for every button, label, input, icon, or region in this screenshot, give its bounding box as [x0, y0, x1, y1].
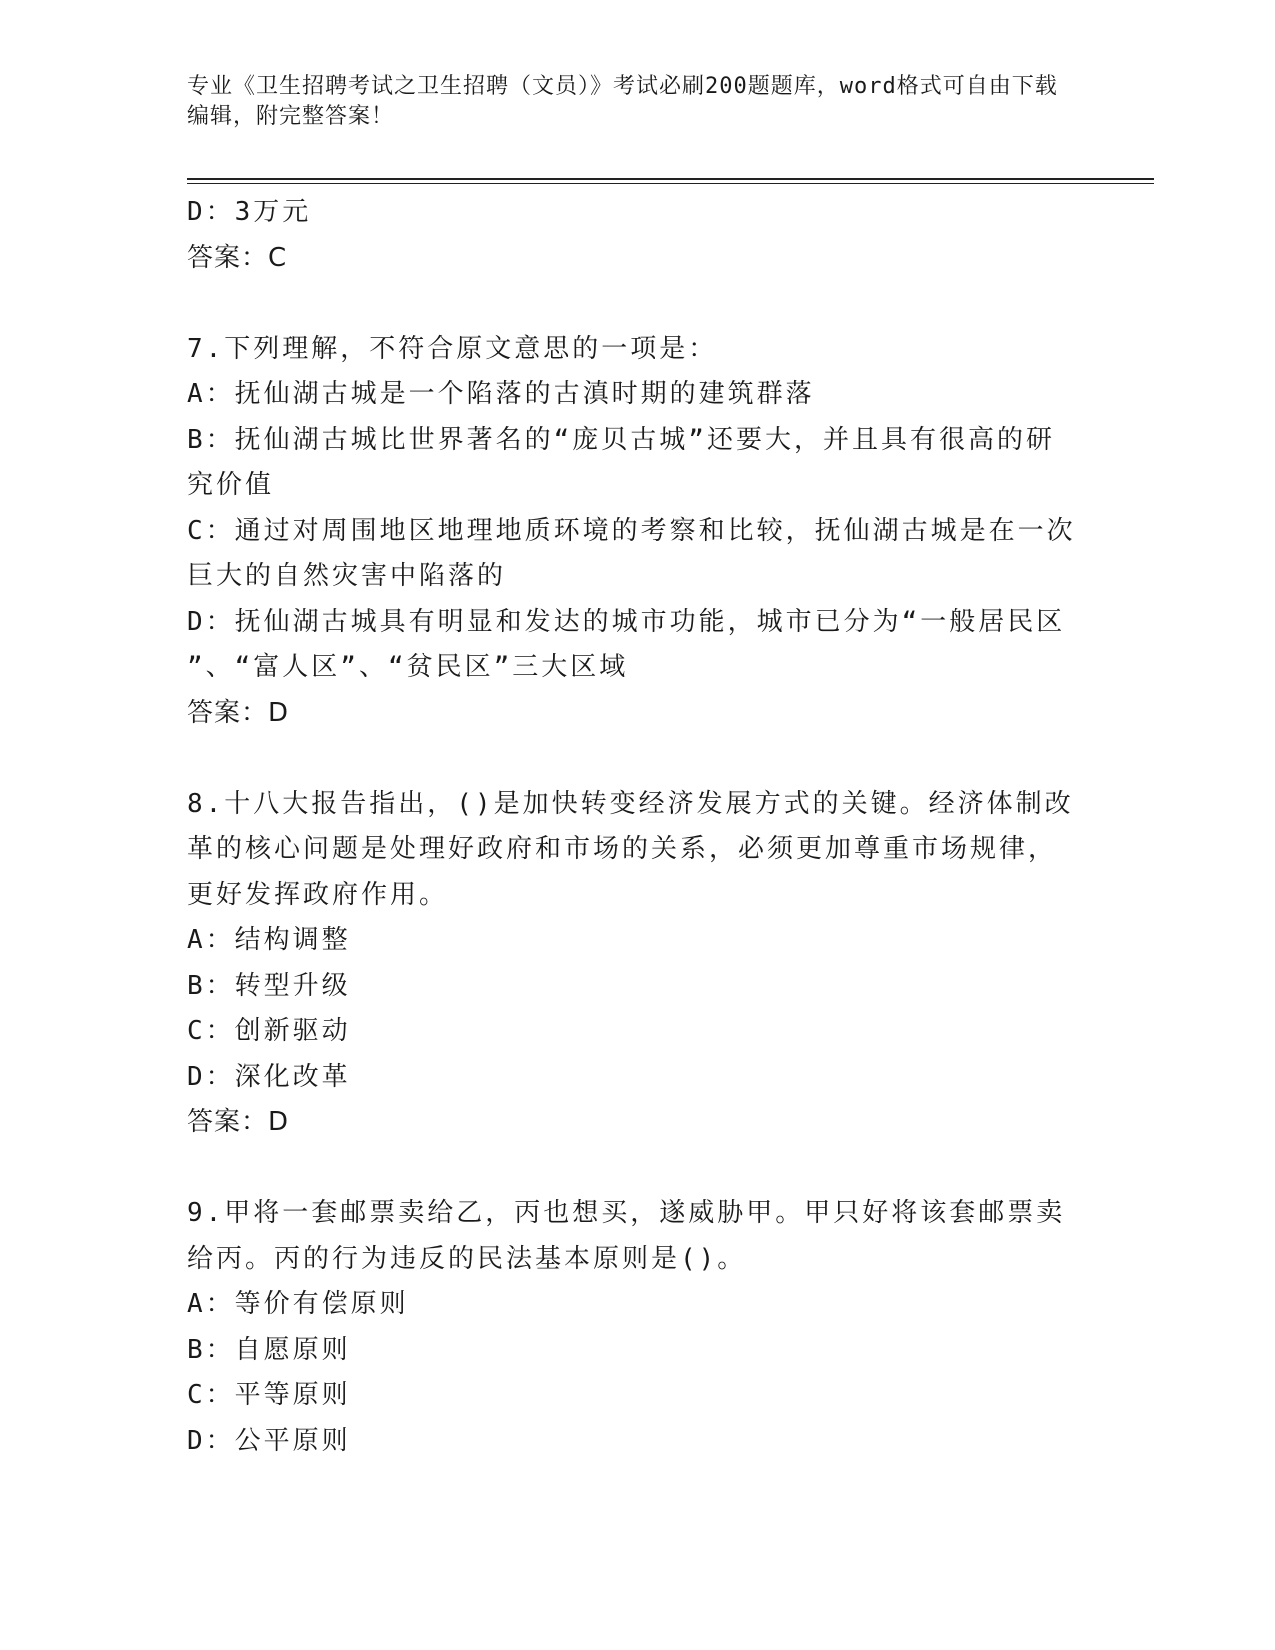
q7-option-c-line2: 巨大的自然灾害中陷落的 — [187, 561, 507, 591]
spacer — [187, 281, 1087, 327]
q8-option-d: D：深化改革 — [187, 1061, 351, 1092]
header-divider — [187, 178, 1154, 184]
q8-stem-line2: 革的核心问题是处理好政府和市场的关系，必须更加尊重市场规律， — [187, 834, 1058, 864]
q9-stem-line1: 9.甲将一套邮票卖给乙，丙也想买，遂威胁甲。甲只好将该套邮票卖 — [187, 1198, 1066, 1228]
q8-answer: 答案：D — [187, 1107, 290, 1137]
q8-option-b: B：转型升级 — [187, 970, 351, 1001]
q8-stem-line3: 更好发挥政府作用。 — [187, 879, 449, 910]
q6-option-d: D：3万元 — [187, 197, 312, 227]
q7-option-b-line1: B：抚仙湖古城比世界著名的“庞贝古城”还要大，并且具有很高的研 — [187, 424, 1055, 455]
question-8 — [187, 782, 1087, 1146]
question-9 — [187, 1191, 1087, 1464]
q7-answer: 答案：D — [187, 697, 290, 728]
q7-option-a: A：抚仙湖古城是一个陷落的古滇时期的建筑群落 — [187, 379, 815, 409]
q8-option-a: A：结构调整 — [187, 925, 351, 955]
q9-option-d: D：公平原则 — [187, 1425, 351, 1456]
spacer — [187, 736, 1087, 782]
q9-option-a: A：等价有偿原则 — [187, 1289, 409, 1319]
header-text: 专业《卫生招聘考试之卫生招聘（文员）》考试必刷200题题库，word格式可自由下载编辑，附完整答案！ — [187, 74, 1058, 129]
q7-option-d-line1: D：抚仙湖古城具有明显和发达的城市功能，城市已分为“一般居民区 — [187, 606, 1066, 637]
q7-option-d-line2: ”、“富人区”、“贫民区”三大区域 — [187, 652, 629, 682]
q9-stem-line2: 给丙。丙的行为违反的民法基本原则是()。 — [187, 1243, 747, 1274]
question-6-tail — [187, 190, 1087, 281]
q7-option-c-line1: C：通过对周围地区地理地质环境的考察和比较，抚仙湖古城是在一次 — [187, 515, 1076, 546]
question-7 — [187, 327, 1087, 737]
spacer — [187, 1146, 1087, 1192]
q8-option-c: C：创新驱动 — [187, 1016, 351, 1046]
q8-stem-line1: 8.十八大报告指出，()是加快转变经济发展方式的关键。经济体制改 — [187, 788, 1074, 819]
q9-option-c: C：平等原则 — [187, 1380, 351, 1410]
page-header — [187, 72, 1067, 132]
q7-option-b-line2: 究价值 — [187, 470, 275, 500]
q9-option-b: B：自愿原则 — [187, 1334, 351, 1365]
question-content — [187, 190, 1087, 1464]
q6-answer: 答案：C — [187, 242, 288, 273]
q7-stem: 7.下列理解，不符合原文意思的一项是： — [187, 333, 718, 364]
